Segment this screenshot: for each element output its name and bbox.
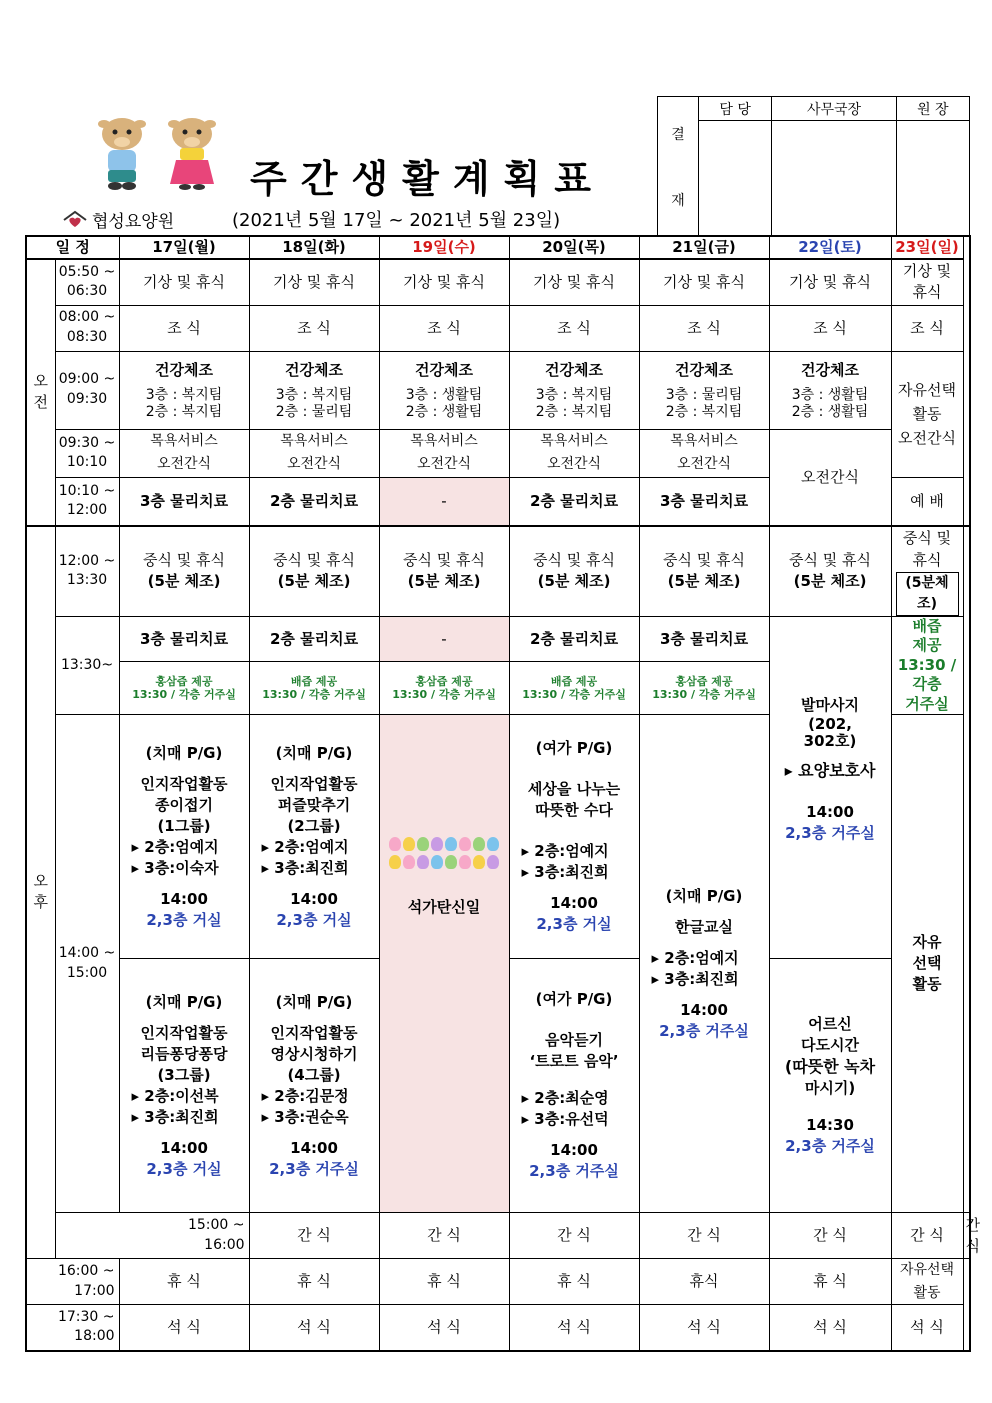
physio-pm-tue: 2층 물리치료 bbox=[249, 616, 379, 662]
rest-mon: 휴 식 bbox=[119, 1259, 249, 1305]
team-3f: 3층 : 복지팀 bbox=[145, 387, 223, 404]
prog-floor2: ▸ 2층:엄예지 bbox=[651, 948, 739, 967]
lunch-sub: (5분 체조) bbox=[537, 572, 611, 591]
wake-thu: 기상 및 휴식 bbox=[509, 259, 639, 305]
rest-sun-line2: 활동 bbox=[913, 1284, 941, 1301]
drink-label: 배즙 제공 bbox=[290, 674, 338, 688]
prog-place: 2,3층 거실 bbox=[146, 1159, 222, 1178]
sat2-line4: 마시기) bbox=[804, 1079, 856, 1098]
prog-line2: 퍼즐맞추기 bbox=[277, 795, 351, 814]
physio-pm-thu: 2층 물리치료 bbox=[509, 616, 639, 662]
time-1400: 14:00 ~ 15:00 bbox=[55, 715, 119, 1213]
lunch-thu bbox=[509, 526, 639, 617]
prog-line2: ‘트로트 음악’ bbox=[529, 1052, 619, 1071]
drink-place: 13:30 / 각층 거주실 bbox=[392, 688, 496, 702]
wake-mon: 기상 및 휴식 bbox=[119, 259, 249, 305]
program-mon-2 bbox=[119, 959, 249, 1213]
breakfast-thu: 조 식 bbox=[509, 305, 639, 351]
exercise-fri bbox=[639, 351, 769, 429]
prog-line1: 세상을 나누는 bbox=[527, 780, 621, 799]
program-thu-1 bbox=[509, 715, 639, 959]
snack-thu: 간 식 bbox=[639, 1213, 769, 1259]
snack-fri: 간 식 bbox=[769, 1213, 891, 1259]
sat2-line1: 어르신 bbox=[808, 1014, 852, 1033]
day-header-tue: 18일(화) bbox=[249, 236, 379, 259]
lantern-garland-icon bbox=[382, 855, 507, 869]
sun-drink-line1: 배즙 bbox=[912, 616, 942, 635]
prog-line1: 인지작업활동 bbox=[270, 1023, 358, 1042]
sun-drink bbox=[891, 616, 963, 715]
lunch-sun-line1: 중식 및 bbox=[902, 528, 952, 547]
approval-role-director: 원 장 bbox=[896, 97, 969, 121]
prog-place: 2,3층 거주실 bbox=[659, 1021, 749, 1040]
program-thu-2 bbox=[509, 959, 639, 1213]
prog-floor3: ▸ 3층:이숙자 bbox=[131, 858, 219, 877]
prog-line2: 종이접기 bbox=[155, 795, 213, 814]
prog-floor2: ▸ 2층:엄예지 bbox=[521, 842, 609, 861]
program-tue-1 bbox=[249, 715, 379, 959]
exercise-sat bbox=[769, 351, 891, 429]
prog-tag: (치매 P/G) bbox=[275, 743, 353, 762]
physio-wed: - bbox=[379, 478, 509, 526]
prog-place: 2,3층 거주실 bbox=[529, 1162, 619, 1181]
program-sat-2 bbox=[769, 959, 891, 1213]
page-title: 주간생활계획표 bbox=[250, 157, 605, 201]
day-header-wed: 19일(수) bbox=[379, 236, 509, 259]
am-label: 오 전 bbox=[26, 259, 55, 526]
team-2f: 2층 : 생활팀 bbox=[791, 403, 869, 420]
time-1730: 17:30 ~ 18:00 bbox=[26, 1305, 119, 1351]
prog-time: 14:00 bbox=[160, 1138, 208, 1157]
drink-fri bbox=[639, 662, 769, 715]
org-name: 협성요양원 bbox=[92, 212, 175, 232]
breakfast-wed: 조 식 bbox=[379, 305, 509, 351]
wake-sat: 기상 및 휴식 bbox=[769, 259, 891, 305]
snack-am-label: 오전간식 bbox=[286, 456, 342, 473]
exercise-label: 건강체조 bbox=[675, 361, 733, 380]
team-3f: 3층 : 생활팀 bbox=[405, 387, 483, 404]
prog-line1: 인지작업활동 bbox=[270, 774, 358, 793]
prog-floor3: ▸ 3층:최진희 bbox=[651, 969, 739, 988]
prog-floor3: ▸ 3층:최진희 bbox=[521, 863, 609, 882]
day-header-thu: 20일(목) bbox=[509, 236, 639, 259]
prog-place: 2,3층 거실 bbox=[146, 910, 222, 929]
exercise-thu bbox=[509, 351, 639, 429]
snack-am-label: 오전간식 bbox=[676, 456, 732, 473]
program-mon-1 bbox=[119, 715, 249, 959]
drink-thu bbox=[509, 662, 639, 715]
team-3f: 3층 : 복지팀 bbox=[535, 387, 613, 404]
rest-sun bbox=[891, 1259, 963, 1305]
sun-free-line2: 선택 bbox=[912, 954, 942, 973]
physio-pm-mon: 3층 물리치료 bbox=[119, 616, 249, 662]
prog-line2: 따뜻한 수다 bbox=[535, 801, 613, 820]
approval-label-bottom: 재 bbox=[671, 192, 685, 209]
lunch-label: 중식 및 휴식 bbox=[789, 551, 872, 570]
lunch-fri bbox=[639, 526, 769, 617]
bath-wed bbox=[379, 429, 509, 478]
exercise-label: 건강체조 bbox=[801, 361, 859, 380]
physio-tue: 2층 물리치료 bbox=[249, 478, 379, 526]
drink-mon bbox=[119, 662, 249, 715]
approval-role-secretary: 사무국장 bbox=[772, 97, 896, 121]
lunch-label: 중식 및 휴식 bbox=[403, 551, 486, 570]
rest-wed: 휴 식 bbox=[379, 1259, 509, 1305]
prog-floor2: ▸ 2층:엄예지 bbox=[131, 837, 219, 856]
snack-tue: 간 식 bbox=[379, 1213, 509, 1259]
time-1500: 15:00 ~ 16:00 bbox=[55, 1213, 249, 1259]
prog-place: 2,3층 거실 bbox=[536, 915, 612, 934]
dinner-tue: 석 식 bbox=[249, 1305, 379, 1351]
exercise-label: 건강체조 bbox=[285, 361, 343, 380]
sun-drink-line3: 13:30 / bbox=[897, 655, 957, 674]
lunch-sun-line2: 휴식 bbox=[912, 551, 942, 570]
drink-place: 13:30 / 각층 거주실 bbox=[652, 688, 756, 702]
sun-drink-line2: 제공 bbox=[912, 636, 942, 655]
prog-time: 14:00 bbox=[550, 1141, 598, 1160]
lunch-sub: (5분 체조) bbox=[793, 572, 867, 591]
breakfast-fri: 조 식 bbox=[639, 305, 769, 351]
time-0900: 09:00 ~ 09:30 bbox=[55, 351, 119, 429]
time-1330: 13:30~ bbox=[55, 616, 119, 715]
lunch-sub: (5분 체조) bbox=[147, 572, 221, 591]
lunch-wed bbox=[379, 526, 509, 617]
exercise-label: 건강체조 bbox=[545, 361, 603, 380]
prog-floor2: ▸ 2층:최순영 bbox=[521, 1089, 609, 1108]
sat2-time: 14:30 bbox=[806, 1116, 854, 1135]
dinner-mon: 석 식 bbox=[119, 1305, 249, 1351]
org-name-block bbox=[62, 207, 174, 232]
sat2-line2: 다도시간 bbox=[801, 1035, 859, 1054]
time-1600: 16:00 ~ 17:00 bbox=[26, 1259, 119, 1305]
rest-sun-line1: 자유선택 bbox=[899, 1262, 955, 1279]
lunch-label: 중식 및 휴식 bbox=[143, 551, 226, 570]
snack-am-label: 오전간식 bbox=[546, 456, 602, 473]
prog-floor3: ▸ 3층:최진희 bbox=[131, 1107, 219, 1126]
snack-am-label: 오전간식 bbox=[156, 456, 212, 473]
drink-label: 홍삼즙 제공 bbox=[415, 674, 473, 688]
sun-free-activity bbox=[891, 715, 963, 1213]
snack-sun: 간 식 bbox=[963, 1213, 970, 1259]
lunch-label: 중식 및 휴식 bbox=[663, 551, 746, 570]
time-1010: 10:10 ~ 12:00 bbox=[55, 478, 119, 526]
rest-thu: 휴 식 bbox=[509, 1259, 639, 1305]
snack-wed: 간 식 bbox=[509, 1213, 639, 1259]
dinner-fri: 석 식 bbox=[639, 1305, 769, 1351]
wake-sun: 기상 및 휴식 bbox=[891, 259, 963, 305]
team-3f: 3층 : 물리팀 bbox=[665, 387, 743, 404]
prog-group: (4그룹) bbox=[287, 1065, 341, 1084]
bath-label: 목욕서비스 bbox=[670, 432, 738, 449]
sat-foot-massage bbox=[769, 616, 891, 959]
prog-line2: 영상시청하기 bbox=[270, 1044, 358, 1063]
prog-floor2: ▸ 2층:김문정 bbox=[261, 1086, 349, 1105]
prog-place: 2,3층 거실 bbox=[276, 910, 352, 929]
approval-label bbox=[658, 97, 699, 237]
lunch-mon bbox=[119, 526, 249, 617]
bath-mon bbox=[119, 429, 249, 478]
drink-place: 13:30 / 각층 거주실 bbox=[262, 688, 366, 702]
prog-tag: (여가 P/G) bbox=[535, 990, 613, 1009]
lunch-sub: (5분 체조) bbox=[277, 572, 351, 591]
physio-pm-wed: - bbox=[379, 616, 509, 662]
prog-tag: (여가 P/G) bbox=[535, 739, 613, 758]
rest-fri: 휴식 bbox=[639, 1259, 769, 1305]
bath-fri bbox=[639, 429, 769, 478]
breakfast-mon: 조 식 bbox=[119, 305, 249, 351]
sat1-place: 2,3층 거주실 bbox=[785, 824, 875, 843]
sat1-who: ▸ 요양보호사 bbox=[784, 761, 876, 781]
team-2f: 2층 : 물리팀 bbox=[275, 403, 353, 420]
snack-mon: 간 식 bbox=[249, 1213, 379, 1259]
rest-tue: 휴 식 bbox=[249, 1259, 379, 1305]
exercise-mon bbox=[119, 351, 249, 429]
sun-morning-line1: 자유선택 bbox=[898, 381, 956, 400]
approval-sign-secretary[interactable] bbox=[772, 121, 896, 237]
dinner-sat: 석 식 bbox=[769, 1305, 891, 1351]
wake-wed: 기상 및 휴식 bbox=[379, 259, 509, 305]
sat1-line2: (202, bbox=[808, 714, 852, 733]
period-range: (2021년 5월 17일 ~ 2021년 5월 23일) bbox=[232, 210, 561, 231]
rest-sat: 휴 식 bbox=[769, 1259, 891, 1305]
prog-line1: 한글교실 bbox=[675, 917, 733, 936]
sat1-time: 14:00 bbox=[806, 803, 854, 822]
day-header-sun: 23일(일) bbox=[891, 236, 963, 259]
lunch-sun bbox=[891, 526, 963, 617]
sat2-line3: (따뜻한 녹차 bbox=[784, 1056, 876, 1076]
drink-label: 배즙 제공 bbox=[550, 674, 598, 688]
drink-wed bbox=[379, 662, 509, 715]
weekly-schedule-table bbox=[25, 235, 981, 1352]
lunch-sub: (5분 체조) bbox=[667, 572, 741, 591]
prog-time: 14:00 bbox=[290, 889, 338, 908]
holiday-wed bbox=[379, 715, 509, 1213]
prog-floor3: ▸ 3층:최진희 bbox=[261, 858, 349, 877]
lunch-sun-line3: (5분체조) bbox=[896, 572, 959, 616]
prog-group: (3그룹) bbox=[157, 1065, 211, 1084]
prog-tag: (치매 P/G) bbox=[145, 743, 223, 762]
bath-tue bbox=[249, 429, 379, 478]
physio-thu: 2층 물리치료 bbox=[509, 478, 639, 526]
prog-floor3: ▸ 3층:권순옥 bbox=[261, 1107, 349, 1126]
team-2f: 2층 : 복지팀 bbox=[535, 403, 613, 420]
team-2f: 2층 : 복지팀 bbox=[145, 403, 223, 420]
approval-label-top: 결 bbox=[671, 126, 685, 143]
exercise-label: 건강체조 bbox=[415, 361, 473, 380]
prog-line2: 리듬퐁당퐁당 bbox=[140, 1044, 228, 1063]
heart-logo-icon bbox=[62, 210, 88, 230]
sun-drink-line5: 거주실 bbox=[905, 694, 949, 713]
sun-drink-line4: 각층 bbox=[912, 675, 942, 694]
holiday-name: 석가탄신일 bbox=[407, 898, 481, 917]
time-0800: 08:00 ~ 08:30 bbox=[55, 305, 119, 351]
wake-tue: 기상 및 휴식 bbox=[249, 259, 379, 305]
dinner-thu: 석 식 bbox=[509, 1305, 639, 1351]
sun-free-line1: 자유 bbox=[912, 933, 942, 952]
time-1200: 12:00 ~ 13:30 bbox=[55, 526, 119, 617]
prog-time: 14:00 bbox=[160, 889, 208, 908]
prog-place: 2,3층 거주실 bbox=[269, 1159, 359, 1178]
approval-box bbox=[657, 96, 970, 237]
prog-line1: 음악듣기 bbox=[545, 1031, 603, 1050]
approval-role-manager: 담 당 bbox=[699, 97, 772, 121]
team-3f: 3층 : 생활팀 bbox=[791, 387, 869, 404]
day-header-mon: 17일(월) bbox=[119, 236, 249, 259]
breakfast-sat: 조 식 bbox=[769, 305, 891, 351]
sat1-line1: 발마사지 bbox=[801, 695, 859, 714]
bath-label: 목욕서비스 bbox=[410, 432, 478, 449]
time-0550: 05:50 ~ 06:30 bbox=[55, 259, 119, 305]
breakfast-tue: 조 식 bbox=[249, 305, 379, 351]
sat2-place: 2,3층 거주실 bbox=[785, 1137, 875, 1156]
lunch-label: 중식 및 휴식 bbox=[273, 551, 356, 570]
physio-fri: 3층 물리치료 bbox=[639, 478, 769, 526]
dinner-sun: 석 식 bbox=[891, 1305, 963, 1351]
physio-pm-fri: 3층 물리치료 bbox=[639, 616, 769, 662]
approval-sign-manager[interactable] bbox=[699, 121, 772, 237]
day-header-fri: 21일(금) bbox=[639, 236, 769, 259]
worship-sun: 예 배 bbox=[891, 478, 963, 526]
prog-floor2: ▸ 2층:엄예지 bbox=[261, 837, 349, 856]
exercise-label: 건강체조 bbox=[155, 361, 213, 380]
dinner-wed: 석 식 bbox=[379, 1305, 509, 1351]
approval-sign-director[interactable] bbox=[896, 121, 969, 237]
prog-tag: (치매 P/G) bbox=[275, 992, 353, 1011]
drink-label: 홍삼즙 제공 bbox=[155, 674, 213, 688]
lantern-garland-icon bbox=[382, 837, 507, 851]
prog-floor2: ▸ 2층:이선복 bbox=[131, 1086, 219, 1105]
prog-group: (1그룹) bbox=[157, 816, 211, 835]
sat1-line3: 302호) bbox=[803, 731, 857, 750]
prog-floor3: ▸ 3층:유선덕 bbox=[521, 1110, 609, 1129]
prog-tag: (치매 P/G) bbox=[665, 886, 743, 905]
drink-place: 13:30 / 각층 거주실 bbox=[522, 688, 626, 702]
prog-time: 14:00 bbox=[680, 1000, 728, 1019]
drink-tue bbox=[249, 662, 379, 715]
exercise-tue bbox=[249, 351, 379, 429]
exercise-wed bbox=[379, 351, 509, 429]
mascot-illustration bbox=[92, 112, 232, 192]
time-0930: 09:30 ~ 10:10 bbox=[55, 429, 119, 478]
bath-label: 목욕서비스 bbox=[280, 432, 348, 449]
breakfast-sun: 조 식 bbox=[891, 305, 963, 351]
snack-sat: 간 식 bbox=[891, 1213, 963, 1259]
program-fri bbox=[639, 715, 769, 1213]
prog-tag: (치매 P/G) bbox=[145, 992, 223, 1011]
prog-time: 14:00 bbox=[550, 894, 598, 913]
prog-line1: 인지작업활동 bbox=[140, 774, 228, 793]
snack-am-sat: 오전간식 bbox=[769, 429, 891, 526]
drink-label: 홍삼즙 제공 bbox=[675, 674, 733, 688]
pm-label: 오 후 bbox=[26, 526, 55, 1259]
lunch-label: 중식 및 휴식 bbox=[533, 551, 616, 570]
program-tue-2 bbox=[249, 959, 379, 1213]
sun-morning-line2: 활동 bbox=[912, 405, 942, 424]
lunch-tue bbox=[249, 526, 379, 617]
prog-time: 14:00 bbox=[290, 1138, 338, 1157]
prog-line1: 인지작업활동 bbox=[140, 1023, 228, 1042]
sun-morning-line3: 오전간식 bbox=[898, 429, 956, 448]
bath-thu bbox=[509, 429, 639, 478]
wake-fri: 기상 및 휴식 bbox=[639, 259, 769, 305]
physio-mon: 3층 물리치료 bbox=[119, 478, 249, 526]
bath-label: 목욕서비스 bbox=[150, 432, 218, 449]
sun-morning-free bbox=[891, 351, 963, 478]
snack-am-label: 오전간식 bbox=[416, 456, 472, 473]
sun-free-line3: 활동 bbox=[912, 975, 942, 994]
bath-label: 목욕서비스 bbox=[540, 432, 608, 449]
drink-place: 13:30 / 각층 거주실 bbox=[132, 688, 236, 702]
lunch-sat bbox=[769, 526, 891, 617]
prog-group: (2그룹) bbox=[287, 816, 341, 835]
day-header-sat: 22일(토) bbox=[769, 236, 891, 259]
team-2f: 2층 : 생활팀 bbox=[405, 403, 483, 420]
team-3f: 3층 : 복지팀 bbox=[275, 387, 353, 404]
team-2f: 2층 : 복지팀 bbox=[665, 403, 743, 420]
lunch-sub: (5분 체조) bbox=[407, 572, 481, 591]
col-header-schedule: 일 정 bbox=[26, 236, 119, 259]
